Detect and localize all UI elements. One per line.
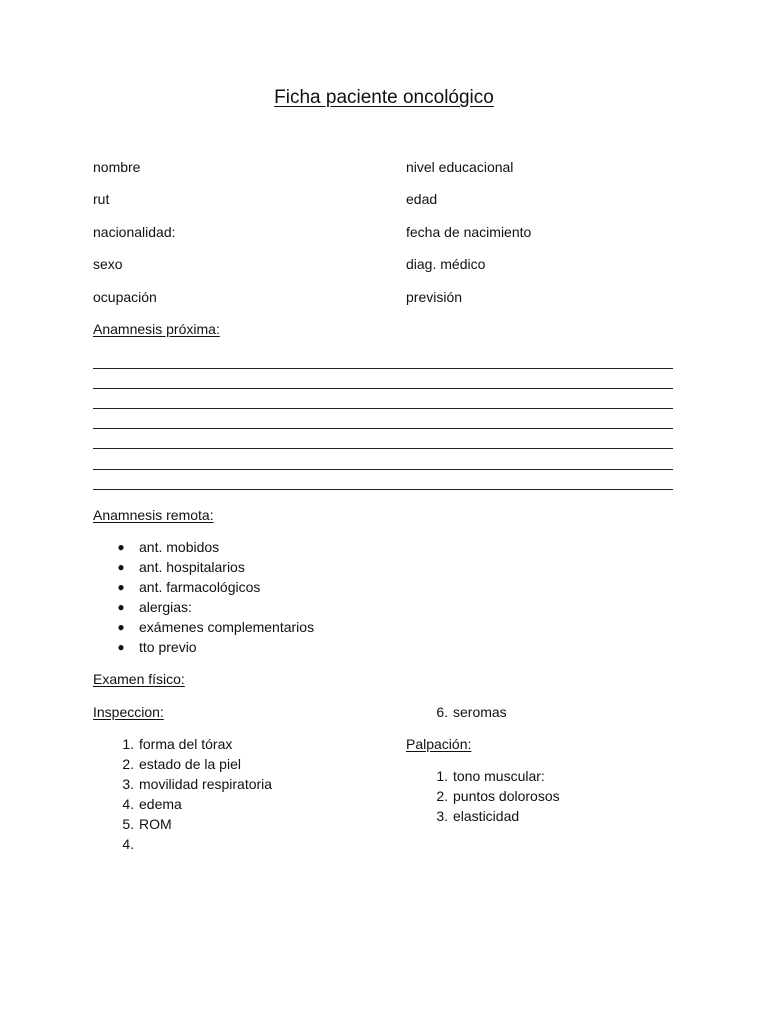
list-item: 4.	[122, 836, 134, 852]
page-title: Ficha paciente oncológico	[274, 87, 494, 108]
list-item: 3. movilidad respiratoria	[122, 776, 273, 792]
inspeccion-list	[122, 735, 273, 855]
writing-line	[93, 489, 673, 490]
list-item: ● exámenes complementarios	[117, 619, 315, 635]
palpacion-heading: Palpación:	[406, 736, 472, 752]
list-item: ● ant. farmacológicos	[117, 579, 261, 595]
field-nacionalidad: nacionalidad:	[93, 224, 176, 240]
writing-line	[93, 448, 673, 449]
anamnesis-remota-heading: Anamnesis remota:	[93, 507, 214, 523]
writing-line	[93, 368, 673, 369]
list-item: ● alergias:	[117, 599, 192, 615]
bullet-icon: ●	[117, 540, 125, 554]
writing-line	[93, 388, 673, 389]
inspeccion-continued-list	[436, 703, 507, 723]
bullet-icon: ●	[117, 640, 125, 654]
field-prevision: previsión	[406, 289, 463, 305]
bullet-icon: ●	[117, 600, 125, 614]
field-nombre: nombre	[93, 159, 141, 175]
anamnesis-proxima-heading: Anamnesis próxima:	[93, 321, 220, 337]
field-sexo: sexo	[93, 256, 123, 272]
list-item: 2. puntos dolorosos	[436, 788, 560, 804]
writing-line	[93, 469, 673, 470]
field-ocupacion: ocupación	[93, 289, 157, 305]
field-diag-medico: diag. médico	[406, 256, 486, 272]
list-item: 1. forma del tórax	[122, 736, 233, 752]
bullet-icon: ●	[117, 580, 125, 594]
list-item: 1. tono muscular:	[436, 768, 545, 784]
writing-line	[93, 408, 673, 409]
bullet-icon: ●	[117, 560, 125, 574]
list-item: 3. elasticidad	[436, 808, 520, 824]
list-item: 5. ROM	[122, 816, 172, 832]
list-item: ● ant. hospitalarios	[117, 559, 245, 575]
field-nivel-educacional: nivel educacional	[406, 159, 514, 175]
list-item: 4. edema	[122, 796, 182, 812]
list-item: ● tto previo	[117, 639, 197, 655]
bullet-icon: ●	[117, 620, 125, 634]
list-item: 2. estado de la piel	[122, 756, 241, 772]
field-fecha-nacimiento: fecha de nacimiento	[406, 224, 532, 240]
writing-line	[93, 428, 673, 429]
examen-fisico-heading: Examen físico:	[93, 671, 185, 687]
field-rut: rut	[93, 191, 110, 207]
palpacion-list	[436, 767, 560, 827]
field-edad: edad	[406, 191, 438, 207]
list-item: 6. seromas	[436, 704, 507, 720]
list-item: ● ant. mobidos	[117, 539, 220, 555]
inspeccion-heading: Inspeccion:	[93, 704, 164, 720]
anamnesis-remota-list	[117, 538, 315, 658]
